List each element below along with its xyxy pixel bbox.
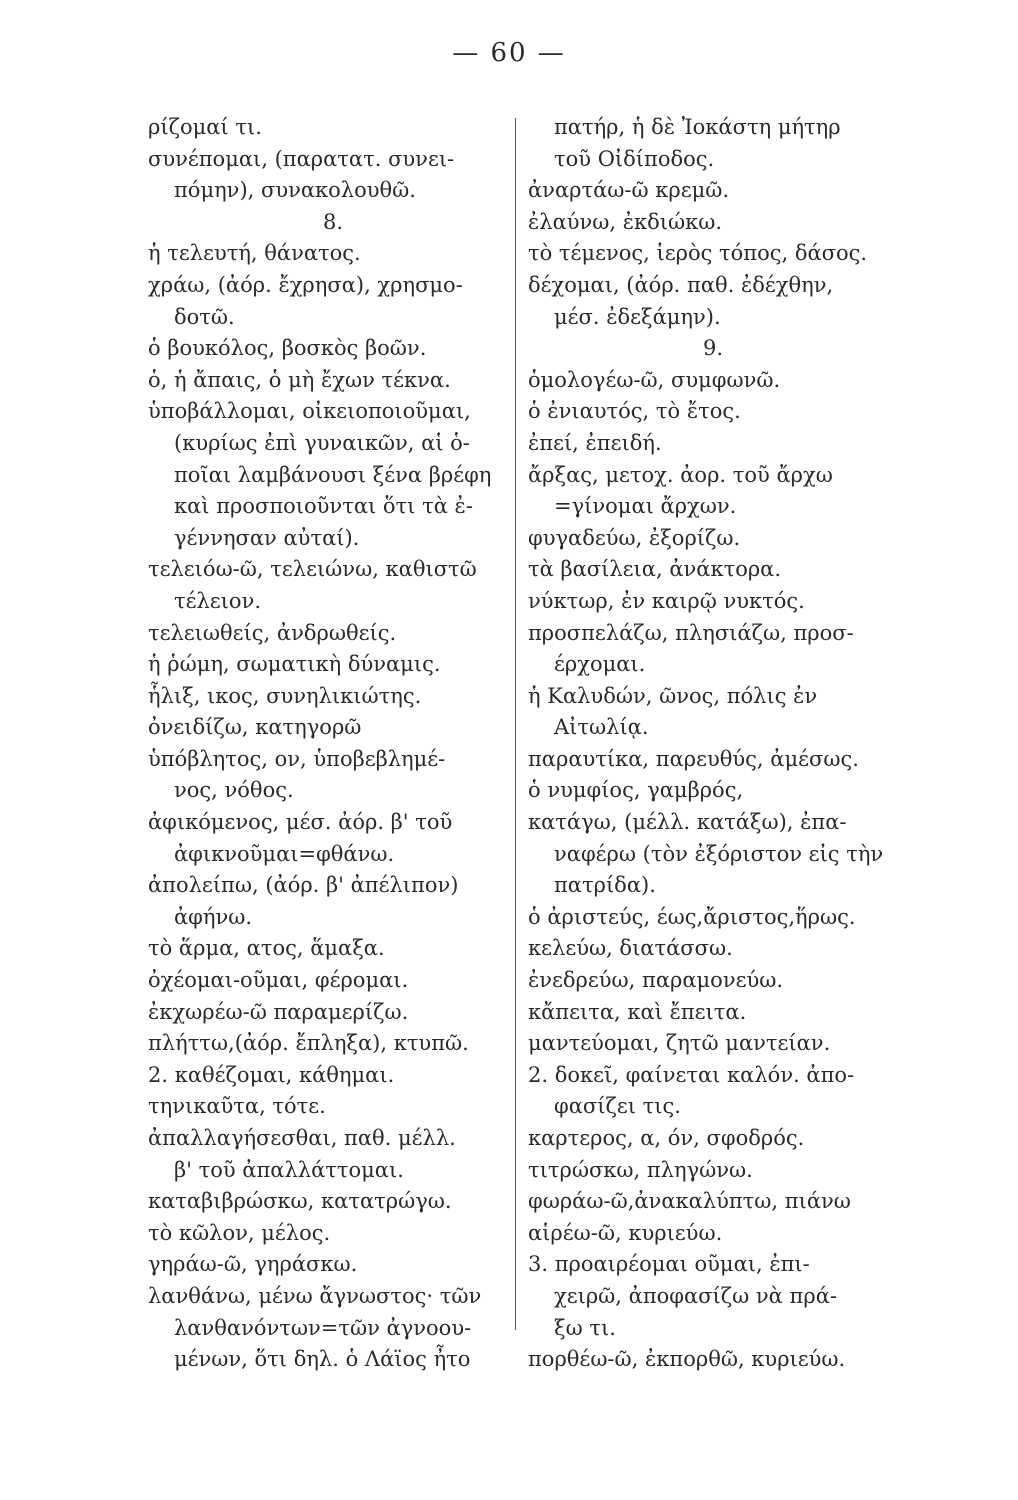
left-column-line: ὀνειδίζω, κατηγορῶ	[148, 715, 362, 740]
right-column-line: ἐνεδρεύω, παραμονεύω.	[528, 968, 784, 993]
right-column-line: ὁ ἀριστεύς, έως,ἄριστος,ἥρως.	[528, 904, 856, 929]
left-column-line: ἀπαλλαγήσεσθαι, παθ. μέλλ.	[148, 1126, 456, 1150]
left-column-line: τηνικαῦτα, τότε.	[148, 1094, 326, 1119]
left-column-line: ἀφικνοῦμαι=φθάνω.	[174, 841, 395, 866]
right-column-line: μέσ. ἐδεξάμην).	[554, 304, 721, 329]
right-column-line: αἱρέω-ῶ, κυριεύω.	[528, 1220, 723, 1245]
right-column-line: τιτρώσκω, πληγώνω.	[528, 1157, 753, 1182]
page-number: — 60 —	[452, 38, 566, 68]
right-column-line: χειρῶ, ἀποφασίζω νὰ πρά-	[554, 1283, 837, 1308]
left-column-line: β' τοῦ ἀπαλλάττομαι.	[174, 1157, 404, 1182]
left-column-line: ρίζομαί τι.	[148, 115, 262, 139]
left-column-line: ἡ τελευτή, θάνατος.	[148, 241, 361, 266]
right-column-line: φυγαδεύω, ἐξορίζω.	[528, 525, 741, 550]
right-column-line: δέχομαι, (ἀόρ. παθ. ἐδέχθην,	[528, 272, 834, 297]
right-column-line: ἡ Καλυδών, ῶνος, πόλις ἐν	[528, 683, 818, 708]
left-column-line: τελειωθείς, ἀνδρωθείς.	[148, 620, 397, 645]
left-column-line: συνέπομαι, (παρατατ. συνει-	[148, 146, 455, 171]
right-column-line: ὁ ἐνιαυτός, τὸ ἔτος.	[528, 399, 741, 424]
right-column-line: νύκτωρ, ἐν καιρῷ νυκτός.	[528, 588, 805, 613]
left-column-line: 8.	[322, 209, 344, 234]
right-column-line: κατάγω, (μέλλ. κατάξω), ἐπα-	[528, 810, 847, 835]
left-column-line: νος, νόθος.	[174, 778, 294, 803]
right-column-line: 9.	[702, 336, 724, 361]
right-column	[528, 112, 898, 1376]
left-column-line: πλήττω,(ἀόρ. ἔπληξα), κτυπῶ.	[148, 1031, 469, 1056]
right-column-line: τὸ τέμενος, ἱερὸς τόπος, δάσος.	[528, 241, 868, 266]
right-column-line: ὁμολογέω-ῶ, συμφωνῶ.	[528, 367, 781, 392]
right-column-line: πατρίδα).	[554, 873, 656, 898]
left-column-line: πόμην), συνακολουθῶ.	[174, 178, 416, 203]
right-column-line: =γίνομαι ἄρχων.	[554, 494, 737, 519]
left-column	[148, 112, 518, 1376]
right-column-line: καρτερος, α, όν, σφοδρός.	[528, 1126, 805, 1150]
right-column-line: πατήρ, ἡ δὲ Ἰοκάστη μήτηρ	[554, 115, 841, 139]
left-column-line: ὀχέομαι-οῦμαι, φέρομαι.	[148, 968, 409, 993]
left-column-line: ὑποβάλλομαι, οἰκειοποιοῦμαι,	[148, 399, 471, 424]
left-column-line: ὁ βουκόλος, βοσκὸς βοῶν.	[148, 336, 427, 361]
left-column-line: καταβιβρώσκω, κατατρώγω.	[148, 1189, 452, 1214]
right-column-line: ξω τι.	[554, 1315, 616, 1340]
left-column-line: ἀφήνω.	[174, 904, 253, 929]
right-column-line: προσπελάζω, πλησιάζω, προσ-	[528, 620, 854, 645]
column-divider	[515, 118, 516, 1330]
left-column-line: 2. καθέζομαι, κάθημαι.	[148, 1062, 395, 1087]
left-column-line: ποῖαι λαμβάνουσι ξένα βρέφη	[174, 462, 492, 487]
left-column-line: τέλειον.	[174, 588, 262, 613]
right-column-line: ναφέρω (τὸν ἐξόριστον εἰς τὴν	[554, 841, 884, 866]
left-column-line: τελειόω-ῶ, τελειώνω, καθιστῶ	[148, 557, 477, 582]
left-column-line: (κυρίως ἐπὶ γυναικῶν, αἱ ὁ-	[174, 430, 470, 455]
left-column-line: καὶ προσποιοῦνται ὅτι τὰ ἐ-	[174, 494, 473, 519]
right-column-line: φασίζει τις.	[554, 1094, 681, 1119]
left-column-line: ἐκχωρέω-ῶ παραμερίζω.	[148, 999, 409, 1024]
left-column-line: τὸ ἅρμα, ατος, ἅμαξα.	[148, 936, 385, 961]
right-column-line: φωράω-ῶ,ἀνακαλύπτω, πιάνω	[528, 1189, 851, 1214]
right-column-line: πορθέω-ῶ, ἐκπορθῶ, κυριεύω.	[528, 1347, 846, 1372]
left-column-line: γέννησαν αὐταί).	[174, 525, 360, 550]
left-column-line: χράω, (ἀόρ. ἔχρησα), χρησμο-	[148, 272, 463, 297]
right-column-line: ἐπεί, ἐπειδή.	[528, 430, 662, 455]
left-column-line: ὁ, ἡ ἄπαις, ὁ μὴ ἔχων τέκνα.	[148, 367, 451, 392]
right-column-line: τὰ βασίλεια, ἀνάκτορα.	[528, 557, 782, 582]
right-column-line: κἄπειτα, καὶ ἔπειτα.	[528, 999, 747, 1024]
left-column-line: τὸ κῶλον, μέλος.	[148, 1220, 331, 1245]
left-column-line: ὑπόβλητος, ον, ὑποβεβλημέ-	[148, 746, 446, 771]
right-column-line: έρχομαι.	[554, 652, 646, 677]
right-column-line: ἀναρτάω-ῶ κρεμῶ.	[528, 178, 730, 203]
left-column-line: λανθανόντων=τῶν ἀγνοου-	[174, 1315, 472, 1340]
left-column-line: γηράω-ῶ, γηράσκω.	[148, 1252, 358, 1277]
right-column-line: Αἰτωλίᾳ.	[554, 715, 649, 740]
right-column-line: παραυτίκα, παρευθύς, ἀμέσως.	[528, 746, 859, 771]
left-column-line: ἀπολείπω, (ἀόρ. β' ἀπέλιπον)	[148, 873, 459, 898]
right-column-line: μαντεύομαι, ζητῶ μαντείαν.	[528, 1031, 831, 1056]
left-column-line: λανθάνω, μένω ἄγνωστος· τῶν	[148, 1283, 482, 1308]
left-column-line: μένων, ὅτι δηλ. ὁ Λάϊος ἦτο	[174, 1347, 471, 1372]
left-column-line: ἧλιξ, ικος, συνηλικιώτης.	[148, 683, 422, 708]
right-column-line: ὁ νυμφίος, γαμβρός,	[528, 778, 744, 803]
right-column-line: κελεύω, διατάσσω.	[528, 936, 733, 961]
right-column-line: ἐλαύνω, ἐκδιώκω.	[528, 209, 723, 234]
left-column-line: δοτῶ.	[174, 304, 235, 329]
right-column-line: τοῦ Οἰδίποδος.	[554, 146, 715, 171]
left-column-line: ἡ ῥώμη, σωματικὴ δύναμις.	[148, 652, 441, 677]
right-column-line: 3. προαιρέομαι οῦμαι, ἐπι-	[528, 1252, 810, 1277]
right-column-line: 2. δοκεῖ, φαίνεται καλόν. ἀπο-	[528, 1062, 855, 1087]
left-column-line: ἀφικόμενος, μέσ. ἀόρ. β' τοῦ	[148, 810, 453, 835]
right-column-line: ἄρξας, μετοχ. ἀορ. τοῦ ἄρχω	[528, 462, 833, 487]
